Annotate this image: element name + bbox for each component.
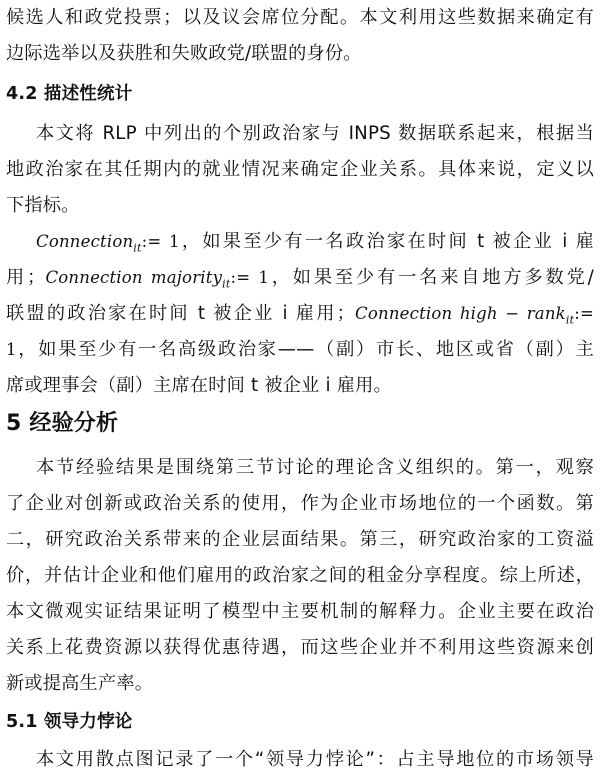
body-text-line: 本文微观实证结果证明了模型中主要机制的解释力。企业主要在政治 — [6, 601, 594, 622]
definition-text: 用； — [6, 267, 46, 288]
body-text-line: 本文将 RLP 中列出的个别政治家与 INPS 数据联系起来，根据当 — [36, 123, 594, 144]
body-text-line: 新或提高生产率。 — [6, 673, 154, 694]
body-text-line: 候选人和政党投票；以及议会席位分配。本文利用这些数据来确定有 — [6, 7, 594, 28]
body-text-line: 本节经验结果是围绕第三节讨论的理论含义组织的。第一，观察 — [36, 457, 594, 478]
math-assignment: := 1 — [230, 268, 270, 287]
body-text-line: 二，研究政治关系带来的企业层面结果。第三，研究政治家的工资溢 — [6, 529, 594, 550]
body-text-line: 了企业对创新或政治关系的使用，作为企业市场地位的一个函数。第 — [6, 493, 594, 514]
body-text-line: 下指标。 — [6, 195, 80, 216]
math-variable: Connection high − rank$_{it}$ — [355, 304, 575, 327]
definition-text: ，如果至少有一名来自地方多数党/ — [269, 267, 594, 288]
body-text-line: 边际选举以及获胜和失败政党/联盟的身份。 — [6, 43, 362, 64]
body-text-line: 关系上花费资源以获得优惠待遇，而这些企业并不利用这些资源来创 — [6, 637, 594, 658]
section-heading-5-1: 5.1 领导力悖论 — [6, 712, 133, 732]
math-variable: Connection majority$_{it}$ — [45, 268, 231, 291]
math-number: 1 — [6, 340, 17, 359]
definition-line: 席或理事会（副）主席在时间 t 被企业 i 雇用。 — [6, 375, 392, 396]
body-text-line: 本文用散点图记录了一个“领导力悖论”：占主导地位的市场领导 — [36, 749, 594, 770]
math-assignment: := 1 — [141, 232, 180, 251]
body-text-line: 价，并估计企业和他们雇用的政治家之间的租金分享程度。综上所述， — [6, 565, 594, 586]
definition-text: ，如果至少有一名政治家在时间 t 被企业 i 雇 — [179, 231, 594, 252]
section-heading-4-2: 4.2 描述性统计 — [6, 84, 133, 104]
definition-text: 联盟的政治家在时间 t 被企业 i 雇用； — [6, 303, 356, 324]
section-heading-5: 5 经验分析 — [6, 411, 119, 436]
math-variable: Connection$_{it}$ — [36, 232, 142, 255]
body-text-line: 地政治家在其任期内的就业情况来确定企业关系。具体来说，定义以 — [6, 159, 594, 180]
definition-line — [6, 332, 594, 368]
math-assignment: := — [574, 304, 594, 323]
definition-text: ，如果至少有一名高级政治家——（副）市长、地区或省（副）主 — [16, 339, 594, 360]
